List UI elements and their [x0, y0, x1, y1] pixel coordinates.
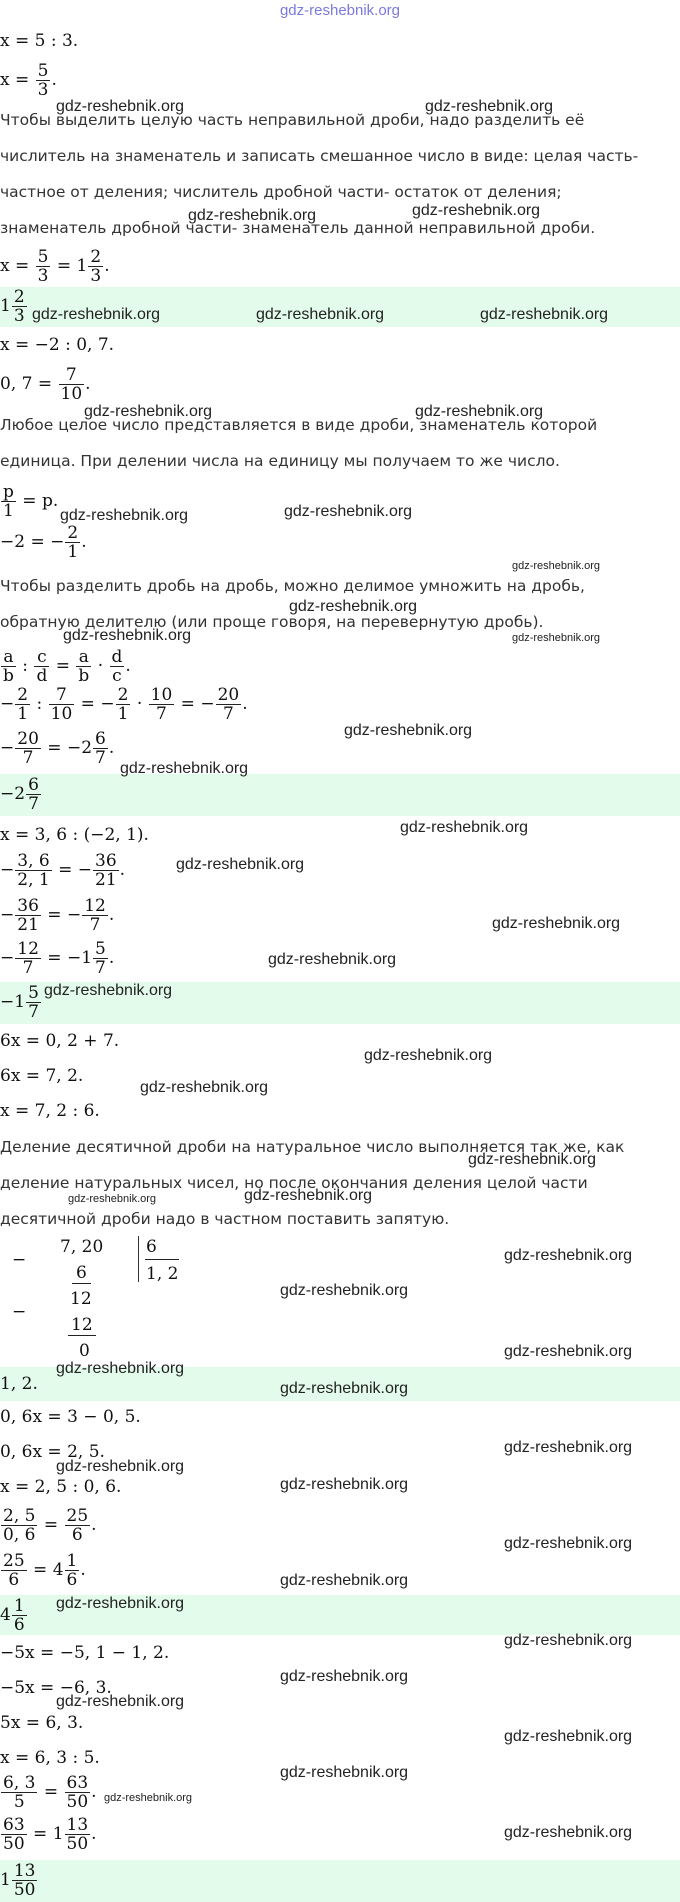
paragraph-line: Чтобы выделить целую часть неправильной дроби, надо разделить её	[0, 111, 585, 129]
fraction: $\frac{6}{7}$	[28, 775, 39, 814]
watermark: gdz-reshebnik.org	[280, 1764, 409, 1781]
watermark: gdz-reshebnik.org	[504, 1535, 633, 1552]
math-line: x = 5 : 3.	[0, 31, 79, 51]
watermark: gdz-reshebnik.org	[268, 951, 397, 968]
watermark: gdz-reshebnik.org	[412, 202, 541, 219]
math-line: $\frac{a}{b}$ : $\frac{c}{d}$ = $\frac{a}{b}$ · $\frac{d}{c}$ .	[3, 647, 131, 686]
math-line: 5x = 6, 3.	[0, 1713, 84, 1733]
watermark: gdz-reshebnik.org	[56, 1595, 185, 1612]
paragraph-line: знаменатель дробной части- знаменатель данной неправильной дроби.	[0, 219, 596, 237]
fraction: $\frac{6, 3}{5}$	[3, 1773, 36, 1812]
math-line: x = 7, 2 : 6.	[0, 1101, 100, 1121]
answer-value: 1 $\frac{2}{3}$	[0, 287, 25, 326]
watermark: gdz-reshebnik.org	[415, 403, 544, 420]
fraction: $\frac{36}{21}$	[17, 896, 39, 935]
ld-quotient: 1, 2	[146, 1264, 179, 1284]
fraction: $\frac{2}{3}$	[90, 247, 102, 286]
math-line: − $\frac{20}{7}$ = −2 $\frac{6}{7}$ .	[0, 729, 115, 768]
fraction: $\frac{6}{7}$	[95, 729, 106, 768]
paragraph-line: частное от деления; числитель дробной части- остаток от деления;	[0, 183, 562, 201]
fraction: $\frac{36}{21}$	[95, 851, 117, 890]
watermark: gdz-reshebnik.org	[244, 1187, 373, 1204]
watermark: gdz-reshebnik.org	[56, 1693, 185, 1710]
watermark: gdz-reshebnik.org	[284, 503, 413, 520]
fraction: $\frac{1}{6}$	[13, 1596, 25, 1635]
math-line: 0, 6x = 2, 5.	[0, 1442, 105, 1462]
math-line: x = 2, 5 : 0, 6.	[0, 1477, 122, 1497]
fraction: $\frac{20}{7}$	[17, 729, 39, 768]
math-line: − $\frac{3, 6}{2, 1}$ = − $\frac{36}{21}$ .	[0, 851, 126, 890]
fraction: $\frac{12}{7}$	[84, 896, 106, 935]
watermark: gdz-reshebnik.org	[504, 1343, 633, 1360]
watermark: gdz-reshebnik.org	[364, 1047, 493, 1064]
math-line: x = −2 : 0, 7.	[0, 335, 115, 355]
watermark: gdz-reshebnik.org	[176, 856, 305, 873]
fraction: $\frac{2}{1}$	[117, 685, 129, 724]
answer-band	[0, 1860, 680, 1902]
watermark: gdz-reshebnik.org	[188, 207, 317, 224]
ld-remainder-step: 12	[70, 1289, 92, 1309]
watermark: gdz-reshebnik.org	[68, 1193, 157, 1205]
math-line: x = $\frac{5}{3}$ .	[0, 61, 57, 100]
fraction: $\frac{2}{3}$	[13, 287, 25, 326]
math-line: x = 3, 6 : (−2, 1).	[0, 825, 149, 845]
fraction: $\frac{10}{7}$	[150, 685, 173, 724]
fraction: $\frac{7}{10}$	[60, 365, 83, 404]
site-header-link[interactable]: gdz-reshebnik.org	[279, 2, 401, 19]
watermark: gdz-reshebnik.org	[468, 1151, 597, 1168]
fraction: $\frac{13}{50}$	[13, 1861, 36, 1900]
watermark: gdz-reshebnik.org	[504, 1439, 633, 1456]
watermark: gdz-reshebnik.org	[32, 306, 161, 323]
answer-value: 1, 2.	[0, 1374, 38, 1394]
math-line: 0, 6x = 3 − 0, 5.	[0, 1407, 141, 1427]
math-line: − $\frac{12}{7}$ = −1 $\frac{5}{7}$ .	[0, 939, 115, 978]
math-line: x = 6, 3 : 5.	[0, 1748, 100, 1768]
watermark: gdz-reshebnik.org	[280, 1380, 409, 1397]
math-line: $\frac{2, 5}{0, 6}$ = $\frac{25}{6}$ .	[3, 1506, 97, 1545]
paragraph-line: числитель на знаменатель и записать смешанное число в виде: целая часть-	[0, 147, 639, 165]
watermark: gdz-reshebnik.org	[44, 982, 173, 999]
watermark: gdz-reshebnik.org	[56, 1458, 185, 1475]
math-line: 6x = 7, 2.	[0, 1066, 84, 1086]
watermark: gdz-reshebnik.org	[280, 1282, 409, 1299]
paragraph-line: единица. При делении числа на единицу мы получаем то же число.	[0, 452, 560, 470]
watermark: gdz-reshebnik.org	[280, 1476, 409, 1493]
math-line: $\frac{6, 3}{5}$ = $\frac{63}{50}$ .	[3, 1773, 97, 1812]
watermark: gdz-reshebnik.org	[504, 1247, 633, 1264]
ld-dividend: 7, 20	[60, 1237, 104, 1257]
watermark: gdz-reshebnik.org	[344, 722, 473, 739]
fraction: $\frac{7}{10}$	[50, 685, 73, 724]
fraction: $\frac{63}{50}$	[3, 1815, 25, 1854]
fraction: $\frac{5}{7}$	[95, 939, 106, 978]
math-line: $\frac{63}{50}$ = 1 $\frac{13}{50}$ .	[3, 1815, 97, 1854]
paragraph-line: Деление десятичной дроби на натуральное число выполняется так же, как	[0, 1138, 625, 1156]
ld-divisor: 6	[146, 1237, 157, 1257]
math-line: x = $\frac{5}{3}$ = 1 $\frac{2}{3}$ .	[0, 247, 110, 286]
ld-minus: −	[12, 1302, 27, 1322]
fraction: $\frac{5}{7}$	[28, 983, 39, 1022]
watermark: gdz-reshebnik.org	[480, 306, 609, 323]
math-line: −5x = −6, 3.	[0, 1678, 112, 1698]
watermark: gdz-reshebnik.org	[289, 598, 418, 615]
fraction: $\frac{c}{d}$	[36, 647, 48, 686]
fraction: $\frac{25}{6}$	[3, 1551, 25, 1590]
math-line: −5x = −5, 1 − 1, 2.	[0, 1643, 170, 1663]
watermark: gdz-reshebnik.org	[120, 760, 249, 777]
math-line: −2 = − $\frac{2}{1}$ .	[0, 523, 87, 562]
fraction: $\frac{2}{1}$	[67, 523, 79, 562]
ld-quotient-line	[145, 1259, 179, 1260]
fraction: $\frac{2}{1}$	[17, 685, 29, 724]
answer-value: 1 $\frac{13}{50}$	[0, 1861, 36, 1900]
fraction: $\frac{p}{1}$	[3, 482, 14, 521]
fraction: $\frac{12}{7}$	[17, 939, 39, 978]
fraction: $\frac{d}{c}$	[111, 647, 123, 686]
ld-remainder: 0	[79, 1341, 90, 1361]
watermark: gdz-reshebnik.org	[63, 627, 192, 644]
watermark: gdz-reshebnik.org	[104, 1792, 193, 1804]
watermark: gdz-reshebnik.org	[60, 507, 189, 524]
fraction: $\frac{a}{b}$	[3, 647, 14, 686]
answer-value: −1 $\frac{5}{7}$	[0, 983, 39, 1022]
watermark: gdz-reshebnik.org	[140, 1079, 269, 1096]
fraction: $\frac{2, 5}{0, 6}$	[3, 1506, 36, 1545]
watermark: gdz-reshebnik.org	[425, 98, 554, 115]
watermark: gdz-reshebnik.org	[280, 1668, 409, 1685]
paragraph-line: обратную делителю (или проще говоря, на перевернутую дробь).	[0, 613, 544, 631]
ld-subtrahend: 6	[72, 1263, 91, 1284]
paragraph-line: Любое целое число представляется в виде дроби, знаменатель которой	[0, 416, 598, 434]
watermark: gdz-reshebnik.org	[256, 306, 385, 323]
paragraph-line: деление натуральных чисел, но после окончания деления целой части	[0, 1174, 588, 1192]
watermark: gdz-reshebnik.org	[492, 915, 621, 932]
ld-subtrahend: 12	[68, 1315, 96, 1336]
watermark: gdz-reshebnik.org	[56, 1360, 185, 1377]
paragraph-line: Чтобы разделить дробь на дробь, можно делимое умножить на дробь,	[0, 577, 585, 595]
fraction: $\frac{63}{50}$	[66, 1773, 89, 1812]
math-line: $\frac{p}{1}$ = p.	[3, 482, 59, 521]
watermark: gdz-reshebnik.org	[504, 1824, 633, 1841]
ld-minus: −	[12, 1250, 27, 1270]
watermark: gdz-reshebnik.org	[84, 403, 213, 420]
answer-value: −2 $\frac{6}{7}$	[0, 775, 39, 814]
fraction: $\frac{a}{b}$	[78, 647, 90, 686]
ld-divider-line	[138, 1236, 139, 1282]
watermark: gdz-reshebnik.org	[512, 560, 601, 572]
fraction: $\frac{1}{6}$	[66, 1551, 78, 1590]
watermark: gdz-reshebnik.org	[504, 1632, 633, 1649]
fraction: $\frac{13}{50}$	[66, 1815, 89, 1854]
fraction: $\frac{5}{3}$	[37, 247, 49, 286]
math-line: − $\frac{36}{21}$ = − $\frac{12}{7}$ .	[0, 896, 115, 935]
fraction: $\frac{3, 6}{2, 1}$	[17, 851, 50, 890]
watermark: gdz-reshebnik.org	[400, 819, 529, 836]
math-line: − $\frac{2}{1}$ : $\frac{7}{10}$ = − $\frac{2}{1}$ · $\frac{10}{7}$ = − $\frac{20}{7}$ .	[0, 685, 248, 724]
watermark: gdz-reshebnik.org	[56, 98, 185, 115]
math-line: $\frac{25}{6}$ = 4 $\frac{1}{6}$ .	[3, 1551, 86, 1590]
answer-value: 4 $\frac{1}{6}$	[0, 1596, 25, 1635]
watermark: gdz-reshebnik.org	[280, 1572, 409, 1589]
watermark: gdz-reshebnik.org	[512, 632, 601, 644]
math-line: 6x = 0, 2 + 7.	[0, 1031, 120, 1051]
fraction: $\frac{20}{7}$	[217, 685, 240, 724]
fraction: $\frac{5}{3}$	[37, 61, 49, 100]
answer-band	[0, 774, 680, 816]
watermark: gdz-reshebnik.org	[504, 1728, 633, 1745]
math-line: 0, 7 = $\frac{7}{10}$ .	[0, 365, 91, 404]
paragraph-line: десятичной дроби надо в частном поставить запятую.	[0, 1210, 450, 1228]
fraction: $\frac{25}{6}$	[66, 1506, 89, 1545]
